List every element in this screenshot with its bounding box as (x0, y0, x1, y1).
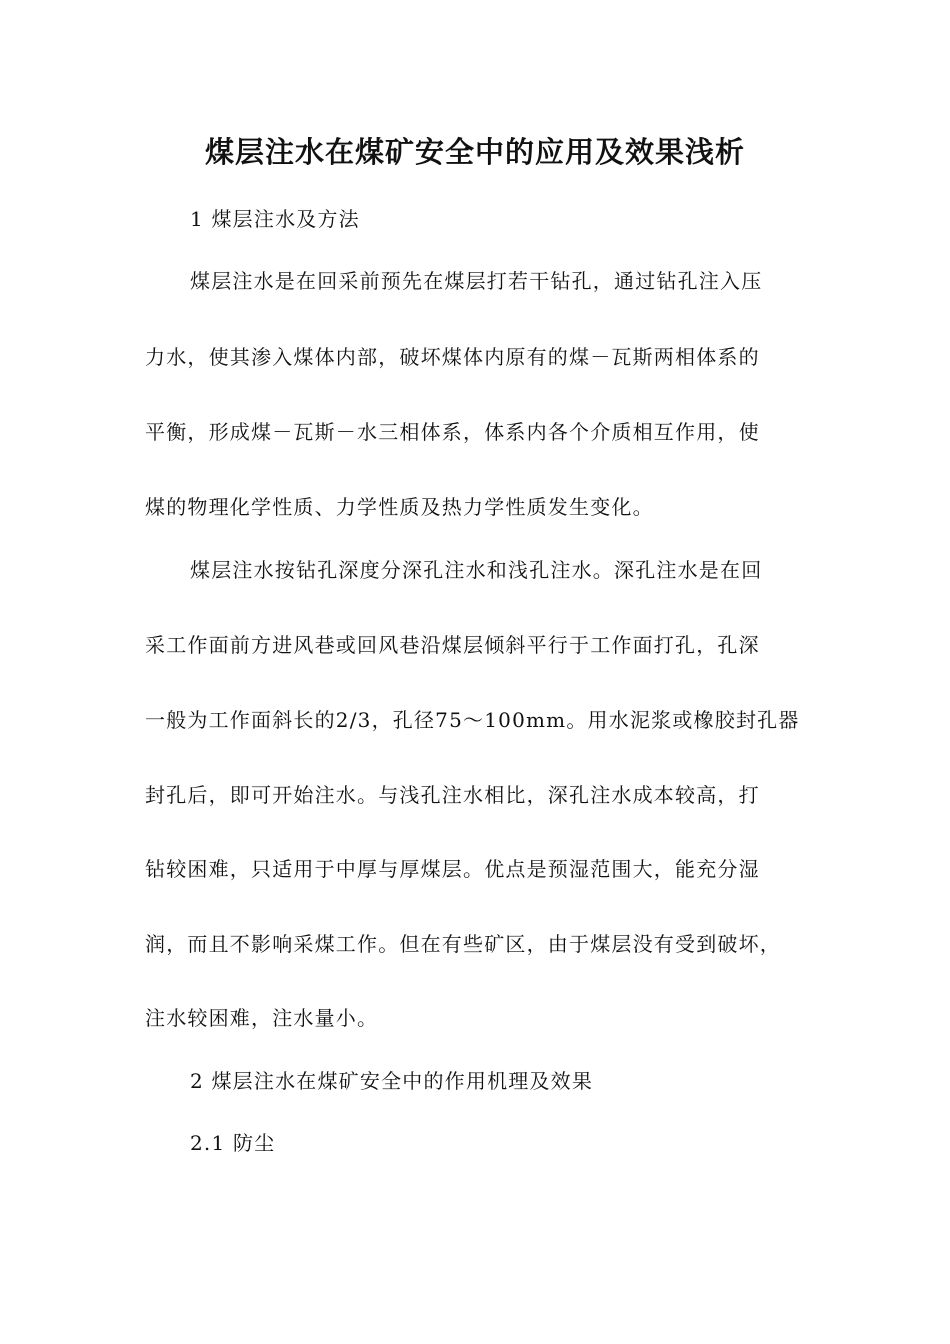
paragraph-line: 一般为工作面斜长的2/3，孔径75～100mm。用水泥浆或橡胶封孔器 (145, 708, 800, 732)
paragraph-line: 煤的物理化学性质、力学性质及热力学性质发生变化。 (145, 495, 654, 519)
paragraph-line: 平衡，形成煤－瓦斯－水三相体系，体系内各个介质相互作用，使 (145, 420, 760, 444)
paragraph-line: 注水较困难，注水量小。 (145, 1006, 379, 1030)
subsection-heading-2-1: 2.1 防尘 (190, 1131, 276, 1155)
paragraph-line: 煤层注水是在回采前预先在煤层打若干钻孔，通过钻孔注入压 (190, 269, 763, 293)
paragraph-line: 煤层注水按钻孔深度分深孔注水和浅孔注水。深孔注水是在回 (190, 558, 763, 582)
paragraph-line: 润，而且不影响采煤工作。但在有些矿区，由于煤层没有受到破坏， (145, 932, 781, 956)
paragraph-line: 钻较困难，只适用于中厚与厚煤层。优点是预湿范围大，能充分湿 (145, 857, 760, 881)
paragraph-line: 采工作面前方进风巷或回风巷沿煤层倾斜平行于工作面打孔，孔深 (145, 633, 760, 657)
paragraph-line: 力水，使其渗入煤体内部，破坏煤体内原有的煤－瓦斯两相体系的 (145, 345, 760, 369)
document-title: 煤层注水在煤矿安全中的应用及效果浅析 (204, 135, 745, 169)
section-heading-2: 2 煤层注水在煤矿安全中的作用机理及效果 (190, 1069, 594, 1093)
paragraph-line: 封孔后，即可开始注水。与浅孔注水相比，深孔注水成本较高，打 (145, 783, 760, 807)
section-heading-1: 1 煤层注水及方法 (190, 207, 360, 231)
